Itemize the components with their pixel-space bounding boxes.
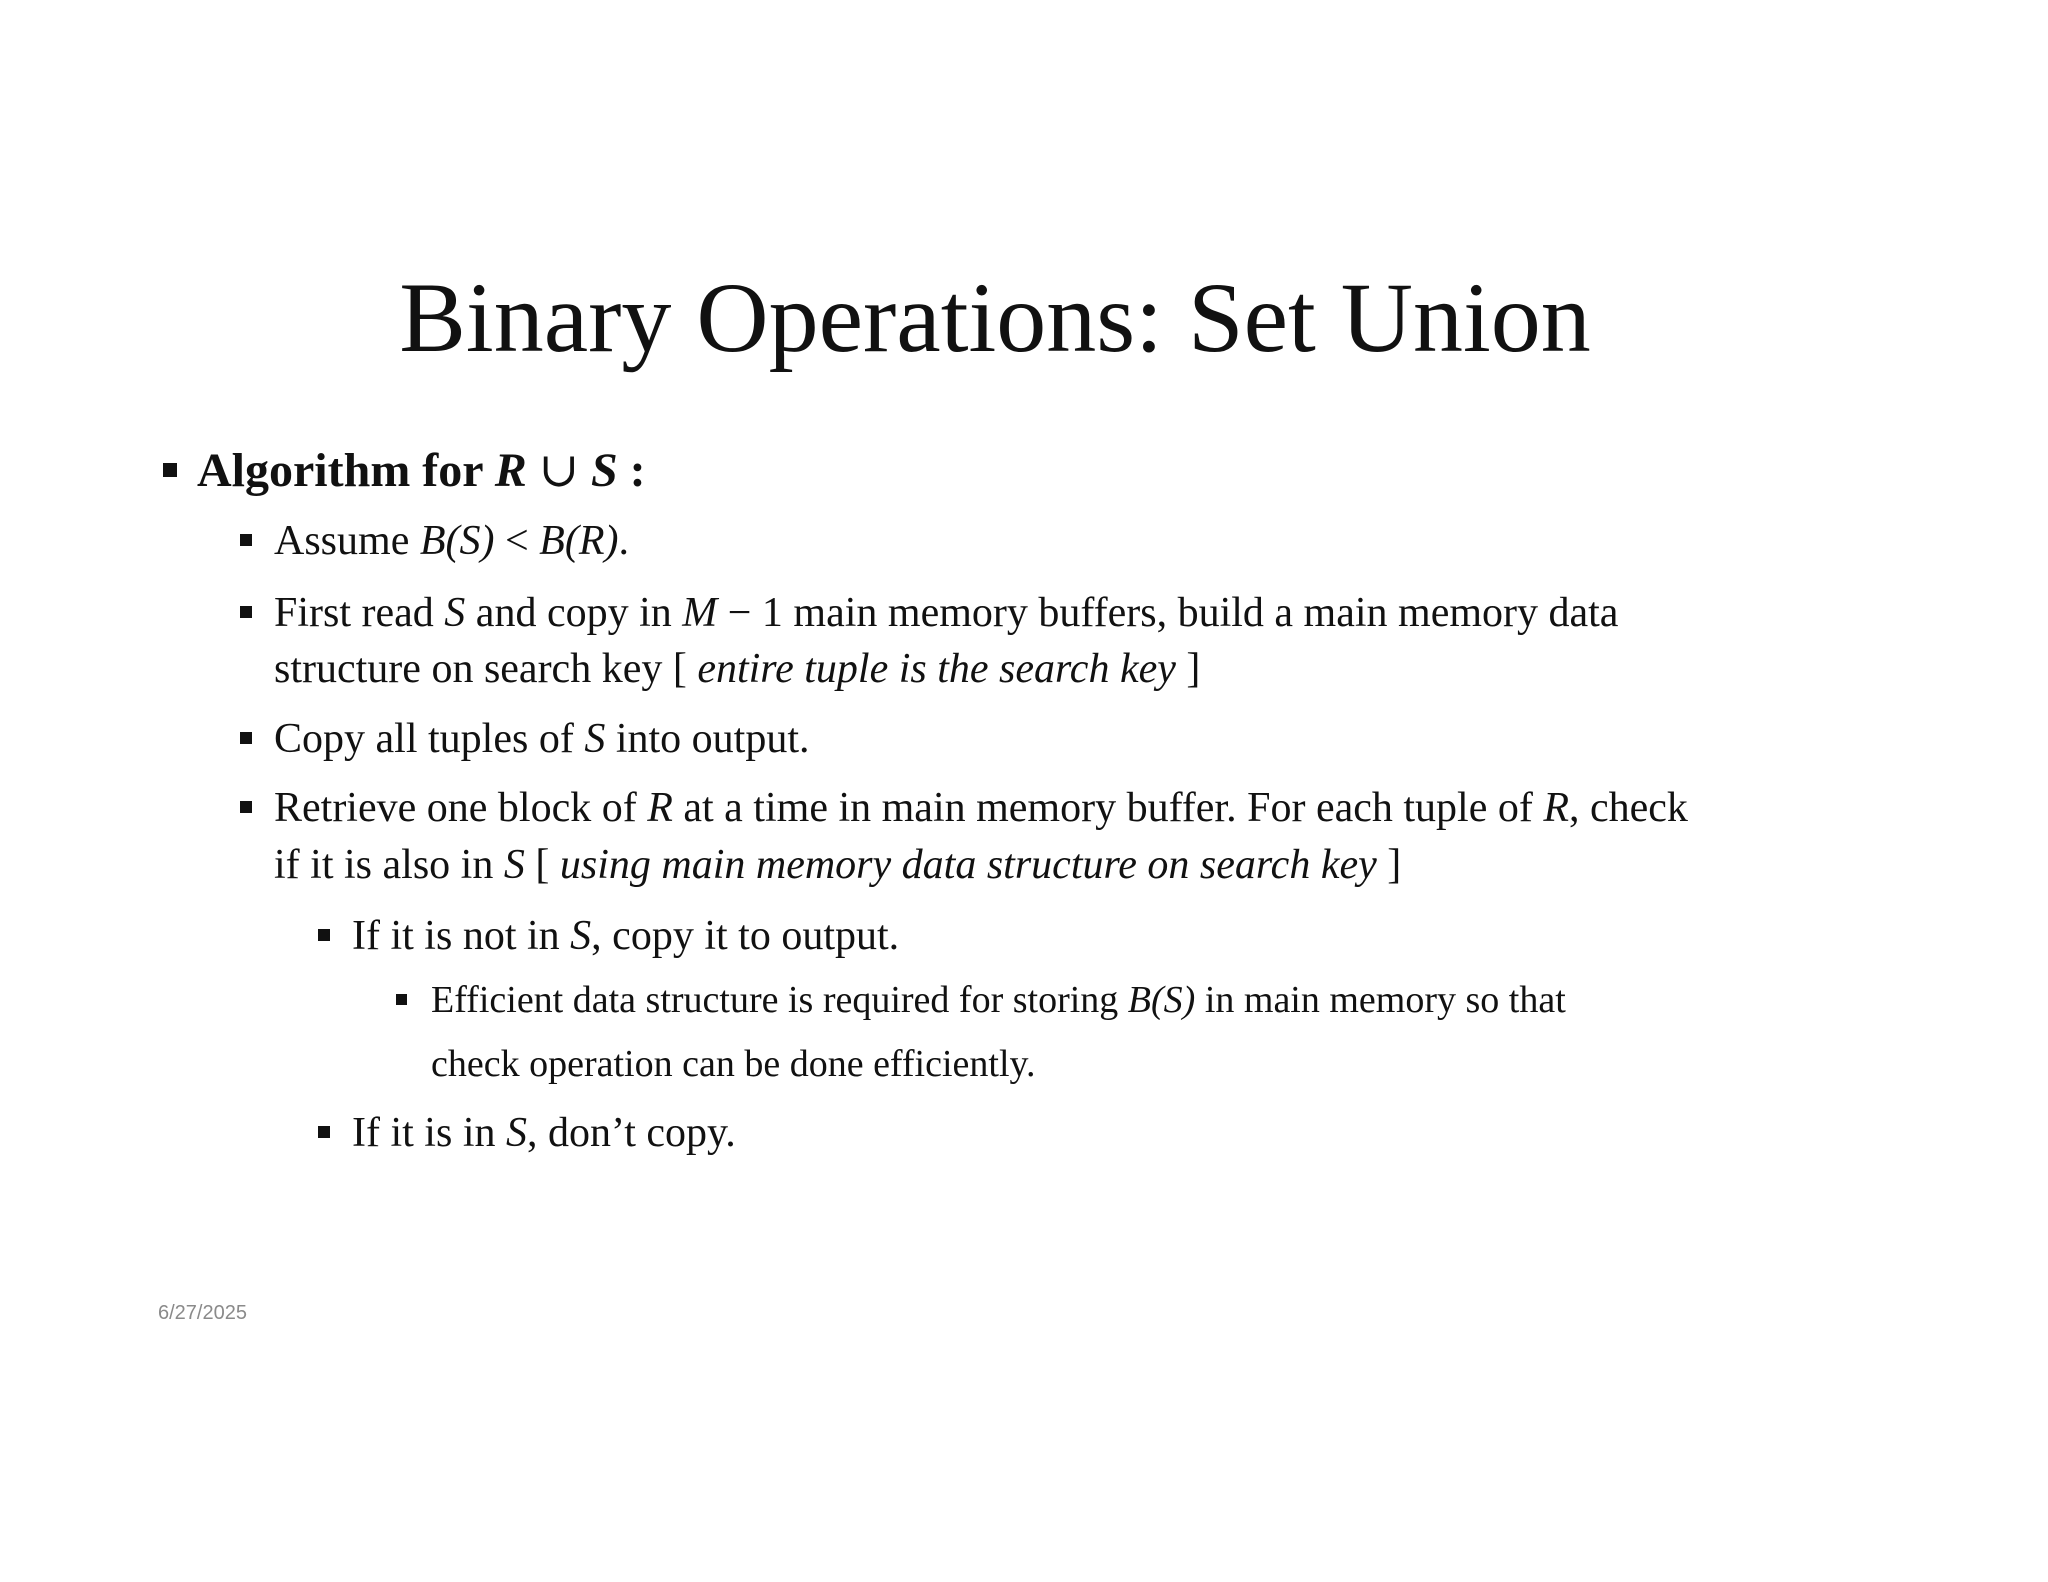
var-s: S bbox=[506, 1110, 527, 1156]
var-m: M bbox=[682, 590, 718, 636]
bullet-marker bbox=[318, 929, 330, 941]
bullet-text: − 1 main memory buffers, build a main memory data bbox=[717, 590, 1619, 636]
bullet-marker bbox=[240, 606, 252, 618]
bullet-text: Efficient data structure is required for storing bbox=[431, 979, 1128, 1021]
bullet-first-read-line2 bbox=[274, 641, 1200, 697]
bullet-tail: ] bbox=[1376, 842, 1402, 888]
bullet-tail: : bbox=[617, 444, 646, 497]
bullet-retrieve-line2 bbox=[274, 837, 1401, 893]
bullet-marker bbox=[318, 1126, 330, 1138]
bullet-marker bbox=[396, 994, 407, 1005]
var-s: S bbox=[570, 913, 592, 959]
bullet-retrieve bbox=[274, 780, 1688, 836]
bullet-marker bbox=[240, 732, 252, 744]
bullet-copy-tuples bbox=[274, 711, 810, 767]
expr-bs: B(S) bbox=[1127, 979, 1196, 1021]
bullet-first-read bbox=[274, 585, 1618, 641]
bullet-tail: . bbox=[618, 518, 629, 564]
bullet-algorithm bbox=[197, 442, 646, 500]
bullet-efficient bbox=[431, 968, 1566, 1032]
bullet-text: First read bbox=[274, 590, 445, 636]
bullet-text: in main memory so that bbox=[1195, 979, 1566, 1021]
bullet-marker bbox=[240, 801, 252, 813]
bullet-text: If it is in bbox=[352, 1110, 506, 1156]
var-r: R bbox=[1543, 785, 1569, 831]
var-r: R bbox=[647, 785, 673, 831]
bullet-text: , don’t copy. bbox=[527, 1110, 736, 1156]
bullet-assume bbox=[274, 513, 629, 569]
italic-note: entire tuple is the search key bbox=[697, 646, 1176, 692]
bullet-text: and copy in bbox=[465, 590, 683, 636]
bullet-tail: ] bbox=[1175, 646, 1201, 692]
bullet-text: Algorithm for bbox=[197, 444, 495, 497]
bullet-text: at a time in main memory buffer. For each tuple of bbox=[672, 785, 1544, 831]
bullet-text: , check bbox=[1569, 785, 1688, 831]
bullet-marker bbox=[240, 534, 252, 546]
italic-note: using main memory data structure on search key bbox=[559, 842, 1377, 888]
var-r: R bbox=[494, 444, 527, 497]
expr-br: B(R) bbox=[539, 518, 619, 564]
bullet-text: Retrieve one block of bbox=[274, 785, 648, 831]
bullet-text: Copy all tuples of bbox=[274, 716, 585, 762]
bullet-not-in-s bbox=[352, 908, 899, 964]
slide-title: Binary Operations: Set Union bbox=[399, 262, 1591, 373]
bullet-text: , copy it to output. bbox=[591, 913, 900, 959]
var-s: S bbox=[503, 842, 525, 888]
bullet-text: into output. bbox=[605, 716, 810, 762]
less-than: < bbox=[494, 518, 540, 564]
expr-bs: B(S) bbox=[419, 518, 495, 564]
bullet-efficient-line2 bbox=[431, 1032, 1036, 1096]
slide-date: 6/27/2025 bbox=[158, 1302, 247, 1324]
union-symbol: ∪ bbox=[526, 444, 591, 497]
bullet-text: If it is not in bbox=[352, 913, 571, 959]
bullet-in-s bbox=[352, 1105, 736, 1161]
var-s: S bbox=[590, 444, 618, 497]
var-s: S bbox=[584, 716, 606, 762]
var-s: S bbox=[444, 590, 466, 636]
bullet-text: structure on search key [ bbox=[274, 646, 698, 692]
bullet-marker bbox=[163, 463, 177, 477]
bullet-text: Assume bbox=[274, 518, 420, 564]
bullet-text: check operation can be done efficiently. bbox=[431, 1043, 1036, 1085]
bullet-text: [ bbox=[524, 842, 560, 888]
bullet-text: if it is also in bbox=[274, 842, 504, 888]
